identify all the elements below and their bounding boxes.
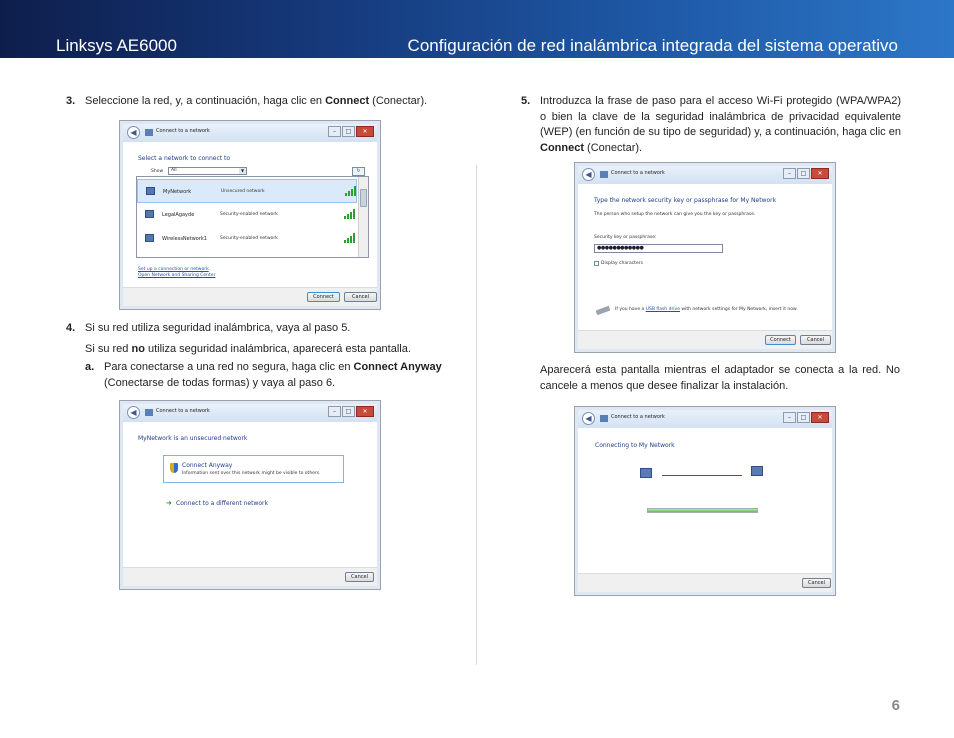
- minimize-button[interactable]: –: [783, 168, 796, 179]
- signal-strength-icon: [344, 209, 356, 219]
- step-bold: no: [131, 342, 145, 355]
- network-security: Unsecured network: [221, 189, 265, 194]
- step-number: 4.: [66, 322, 76, 334]
- step-bold: Connect: [540, 141, 584, 154]
- section-title: Configuración de red inalámbrica integrada del sistema operativo: [407, 36, 898, 55]
- dialog-footer: [578, 573, 832, 592]
- show-value: All: [171, 168, 177, 173]
- display-characters-checkbox[interactable]: [594, 261, 599, 266]
- usb-drive-icon: [596, 306, 611, 315]
- title-bar: [123, 404, 377, 422]
- network-name: LegalAgayde: [162, 212, 195, 218]
- step-text: (Conectar).: [369, 95, 428, 107]
- select-network-dialog: [119, 120, 381, 310]
- step-4: [66, 321, 466, 357]
- step-number: 5.: [521, 95, 531, 107]
- step-text: (Conectarse de todas formas) y vaya al paso 6.: [104, 376, 336, 389]
- refresh-button[interactable]: [352, 167, 365, 176]
- display-characters-label: Display characters: [601, 261, 643, 266]
- usb-note-text: with network settings for My Network, insert it now.: [679, 307, 798, 312]
- step-text: Introduzca la frase de paso para el acceso Wi-Fi protegido (WPA/WPA2) o bien la clave de la seguridad inalámbrica de privacidad equivalente (WEP) (en función de su tipo de seguridad) y, a continuación, haga clic en: [540, 95, 901, 138]
- cancel-button[interactable]: Cancel: [345, 572, 374, 582]
- dialog-footer: [123, 287, 377, 306]
- title-bar: [578, 410, 832, 428]
- dialog-content: [579, 184, 831, 330]
- step-text: Si su red utiliza seguridad inalámbrica, vaya al paso 5.: [85, 322, 351, 334]
- close-button[interactable]: ✕: [811, 412, 829, 423]
- dialog-heading: Connecting to My Network: [595, 442, 675, 449]
- network-center-link[interactable]: Open Network and Sharing Center: [138, 273, 216, 278]
- step-text: Para conectarse a una red no segura, haga clic en: [104, 361, 354, 373]
- cancel-button[interactable]: Cancel: [344, 292, 377, 302]
- usb-flash-drive-link[interactable]: USB flash drive: [645, 307, 680, 312]
- network-security: Security-enabled network: [220, 212, 278, 217]
- back-arrow-icon[interactable]: ◀: [582, 412, 595, 425]
- step-text: Seleccione la red, y, a continuación, haga clic en: [85, 95, 326, 107]
- back-arrow-icon[interactable]: ◀: [127, 406, 140, 419]
- product-title: Linksys AE6000: [56, 36, 177, 55]
- usb-note: [615, 307, 798, 312]
- step-5-note: [540, 363, 900, 394]
- show-label: Show: [151, 169, 164, 174]
- back-arrow-icon[interactable]: ◀: [582, 168, 595, 181]
- network-name: WirelessNetwork1: [162, 236, 207, 242]
- arrow-right-icon: ➜: [166, 499, 172, 507]
- close-button[interactable]: ✕: [356, 406, 374, 417]
- dialog-footer: [123, 567, 377, 586]
- connecting-dialog: [574, 406, 836, 596]
- page-number: 6: [891, 697, 900, 714]
- connect-button[interactable]: Connect: [307, 292, 340, 302]
- passphrase-dialog: [574, 162, 836, 353]
- step-letter: a.: [85, 361, 95, 373]
- minimize-button[interactable]: –: [328, 126, 341, 137]
- dialog-subtext: The person who setup the network can give you the key or passphrase.: [594, 212, 756, 217]
- step-5: [521, 94, 901, 156]
- dialog-content: [124, 422, 376, 567]
- network-icon: [145, 409, 153, 416]
- shield-icon: [170, 463, 178, 473]
- progress-fill: [648, 509, 757, 512]
- step-3: [66, 94, 466, 110]
- chevron-down-icon: ▼: [240, 168, 245, 173]
- dialog-heading: Select a network to connect to: [138, 155, 231, 162]
- step-bold: Connect: [325, 95, 370, 107]
- list-scrollbar[interactable]: [358, 177, 368, 257]
- passphrase-input[interactable]: ●●●●●●●●●●●●: [594, 244, 723, 253]
- list-item-partial: [137, 251, 357, 258]
- title-bar: [123, 124, 377, 142]
- connection-line: [662, 475, 742, 476]
- step-number: 3.: [66, 95, 76, 107]
- usb-note-text: If you have a: [615, 307, 646, 312]
- maximize-button[interactable]: □: [797, 168, 810, 179]
- unsecured-network-dialog: [119, 400, 381, 590]
- connect-different-link[interactable]: Connect to a different network: [176, 500, 268, 507]
- note-text: Aparecerá esta pantalla mientras el adaptador se conecta a la red. No cancele a menos que desee finalizar la instalación.: [540, 364, 900, 392]
- network-icon: [145, 129, 153, 136]
- title-bar: [578, 166, 832, 184]
- cancel-button[interactable]: Cancel: [800, 335, 831, 345]
- connect-anyway-title: Connect Anyway: [182, 462, 233, 469]
- list-item[interactable]: [137, 203, 357, 227]
- dialog-heading: MyNetwork is an unsecured network: [138, 435, 248, 442]
- show-select[interactable]: [168, 167, 247, 175]
- passphrase-label: Security key or passphrase:: [594, 235, 657, 240]
- network-name: MyNetwork: [163, 189, 192, 195]
- window-title: Connect to a network: [611, 170, 665, 176]
- dialog-footer: [578, 330, 832, 349]
- maximize-button[interactable]: □: [342, 126, 355, 137]
- connect-anyway-option[interactable]: [163, 455, 344, 483]
- connect-anyway-desc: Information sent over this network might be visible to others.: [182, 471, 321, 476]
- step-text: utiliza seguridad inalámbrica, aparecerá esta pantalla.: [144, 342, 411, 355]
- signal-strength-icon: [345, 186, 357, 196]
- column-divider: [476, 165, 477, 665]
- network-icon: [146, 187, 155, 195]
- window-title: Connect to a network: [156, 128, 210, 134]
- list-item[interactable]: [137, 227, 357, 251]
- dialog-content: [579, 428, 831, 573]
- list-item[interactable]: [137, 179, 357, 203]
- connection-progress-bar: [647, 508, 758, 513]
- maximize-button[interactable]: □: [342, 406, 355, 417]
- connect-button[interactable]: Connect: [765, 335, 796, 345]
- window-title: Connect to a network: [611, 414, 665, 420]
- step-text: (Conectar).: [584, 141, 643, 154]
- network-icon: [145, 210, 154, 218]
- minimize-button[interactable]: –: [783, 412, 796, 423]
- network-icon: [600, 415, 608, 422]
- cancel-button[interactable]: Cancel: [802, 578, 831, 588]
- network-list: [136, 176, 369, 258]
- dialog-content: [124, 142, 376, 287]
- computer-icon: [640, 468, 652, 478]
- close-button[interactable]: ✕: [811, 168, 829, 179]
- scrollbar-thumb[interactable]: [360, 189, 367, 207]
- refresh-icon: ↻: [356, 168, 361, 174]
- minimize-button[interactable]: –: [328, 406, 341, 417]
- setup-connection-link[interactable]: Set up a connection or network: [138, 267, 209, 272]
- step-text: Si su red: [85, 342, 132, 355]
- signal-strength-icon: [344, 233, 356, 243]
- network-icon: [145, 234, 154, 242]
- step-bold: Connect Anyway: [353, 361, 442, 373]
- network-security: Security-enabled network: [220, 236, 278, 241]
- network-computers-icon: [751, 466, 763, 476]
- dialog-heading: Type the network security key or passphrase for My Network: [594, 197, 777, 204]
- back-arrow-icon[interactable]: ◀: [127, 126, 140, 139]
- step-4a: [85, 360, 455, 391]
- network-icon: [600, 171, 608, 178]
- maximize-button[interactable]: □: [797, 412, 810, 423]
- close-button[interactable]: ✕: [356, 126, 374, 137]
- window-title: Connect to a network: [156, 408, 210, 414]
- page-header: [0, 0, 954, 58]
